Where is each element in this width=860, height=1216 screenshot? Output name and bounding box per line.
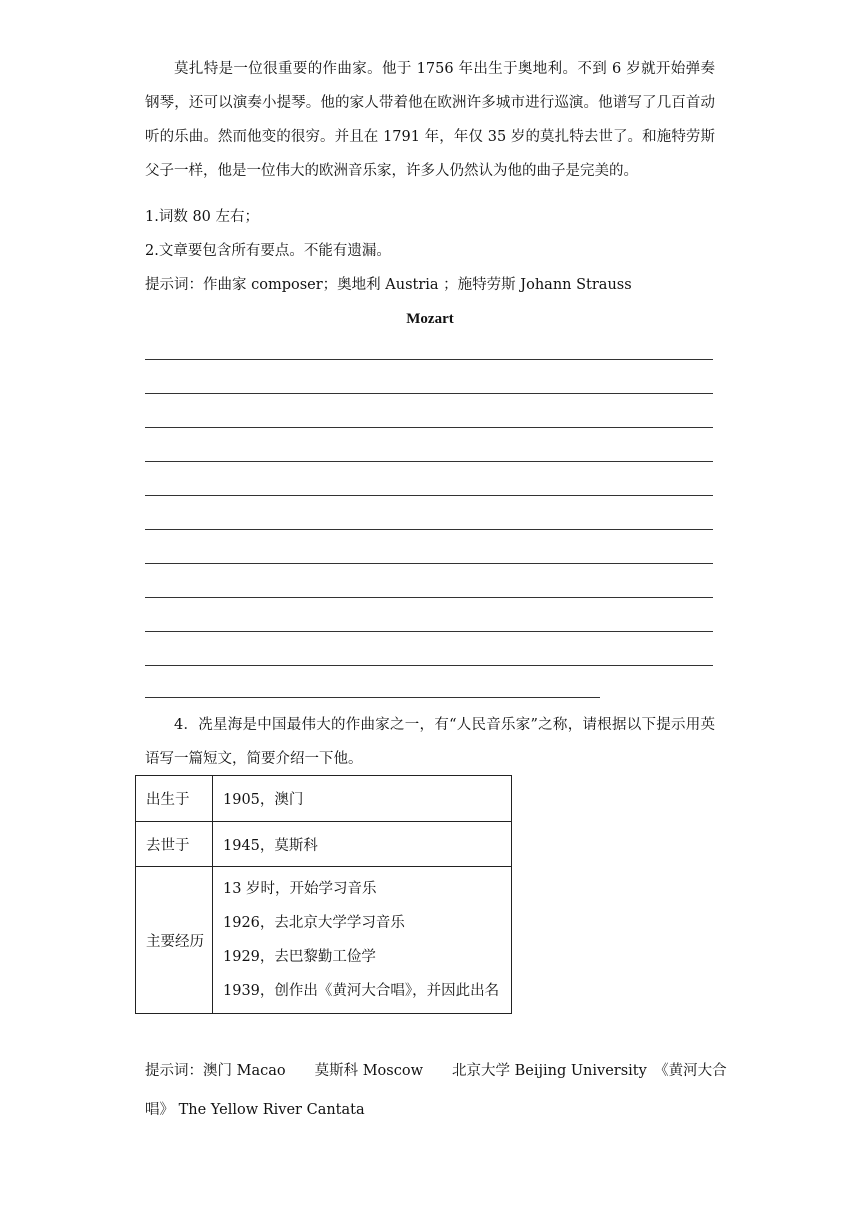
writing-line[interactable] [145,597,713,598]
died-label: 去世于 [136,822,213,867]
writing-line[interactable] [145,665,713,666]
requirement-word-count: 1.词数 80 左右； [145,209,260,225]
list-item: 1926，去北京大学学习音乐 [223,915,405,931]
table-row [136,776,512,822]
list-item: 1929，去巴黎勤工俭学 [223,949,376,965]
died-value: 1945，莫斯科 [213,822,512,867]
essay-title: Mozart [406,311,454,327]
experience-list [223,872,511,1008]
experience-label: 主要经历 [136,867,213,1014]
born-value: 1905，澳门 [213,776,512,822]
question-4-prompt: 4．冼星海是中国最伟大的作曲家之一，有“人民音乐家”之称，请根据以下提示用英语写一篇短文，简要介绍一下他。 [145,717,715,767]
hint-words-mozart: 提示词：作曲家 composer；奥地利 Austria ；施特劳斯 Johann Strauss [145,277,632,293]
born-label: 出生于 [136,776,213,822]
hint-words-xian-line1: 提示词：澳门 Macao 莫斯科 Moscow 北京大学 Beijing University 《黄河大合 [145,1063,727,1079]
writing-line[interactable] [145,631,713,632]
hint-words-xian-line2: 唱》 The Yellow River Cantata [145,1102,365,1118]
list-item: 1939，创作出《黄河大合唱》，并因此出名 [223,983,500,999]
writing-line[interactable] [145,697,600,698]
writing-line[interactable] [145,495,713,496]
requirement-all-points: 2.文章要包含所有要点。不能有遗漏。 [145,243,391,259]
xian-xinghai-info-table [135,775,512,1014]
list-item: 13 岁时，开始学习音乐 [223,881,377,897]
table-row [136,867,512,1014]
table-row [136,822,512,867]
writing-line[interactable] [145,461,713,462]
experience-list-cell [213,867,512,1014]
writing-line[interactable] [145,563,713,564]
writing-line[interactable] [145,427,713,428]
writing-line[interactable] [145,393,713,394]
writing-line[interactable] [145,359,713,360]
passage-mozart-chinese: 莫扎特是一位很重要的作曲家。他于 1756 年出生于奥地利。不到 6 岁就开始弹奏钢琴，还可以演奏小提琴。他的家人带着他在欧洲许多城市进行巡演。他谱写了几百首动听的乐曲。然而他变的很穷。并且在 1791 年，年仅 35 岁的莫扎特去世了。和施特劳斯父子一样，他是一位伟大的欧洲音乐家，许多人仍然认为他的曲子是完美的。 [145,61,715,179]
writing-line[interactable] [145,529,713,530]
